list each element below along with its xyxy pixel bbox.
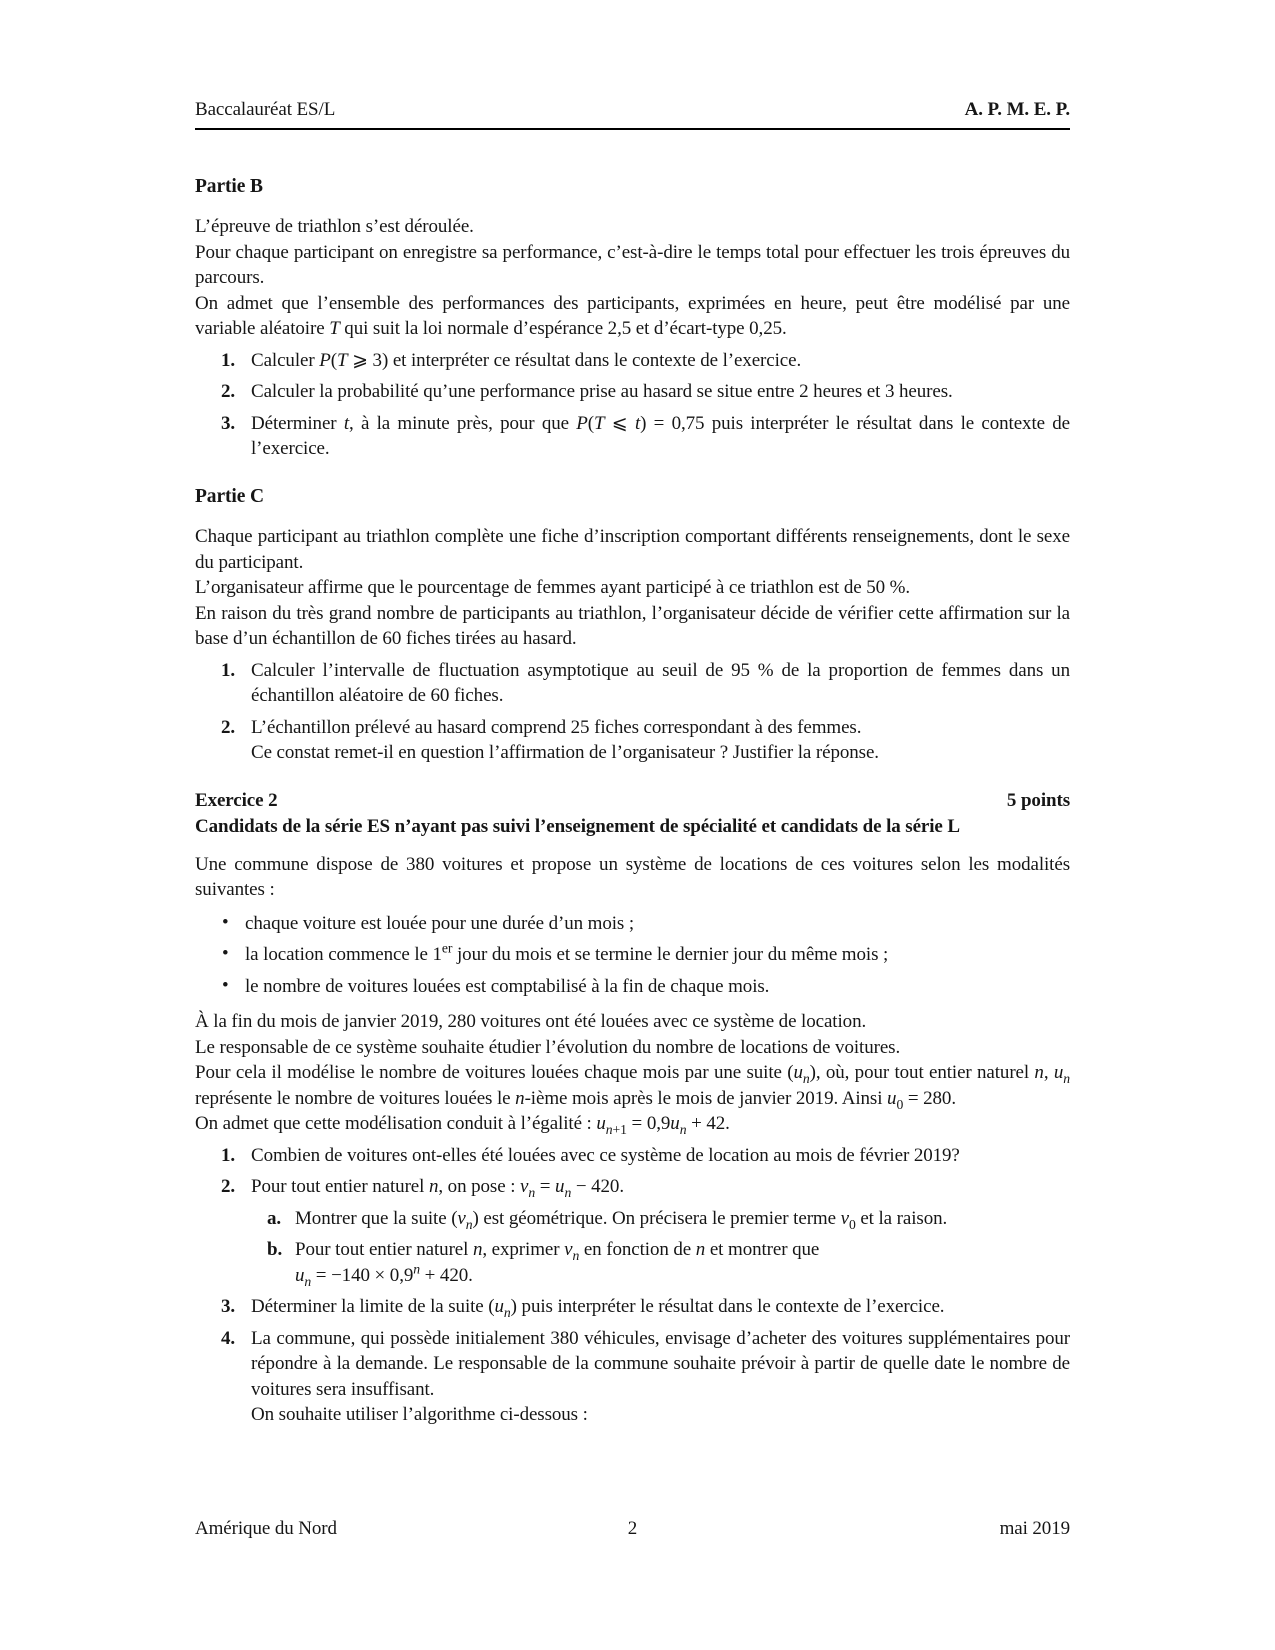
exercice-2-title: Exercice 2 bbox=[195, 789, 278, 811]
paragraph: On admet que cette modélisation conduit à l’égalité : $u_{n+1} = 0,9u_n + 42$. bbox=[195, 1113, 730, 1137]
item-text: La commune, qui possède initialement 380 véhicules, envisage d’acheter des voitures supplémentaires pour répondre à la demande. Le responsable de la commune souhaite prévoir à partir de quelle date le nombre de voitures sera insuffisant. On souhaite utiliser l’algorithme ci-dessous : bbox=[251, 1327, 1070, 1425]
page-header bbox=[195, 0, 1070, 130]
item-number: 1. bbox=[221, 1144, 236, 1166]
paragraph: À la fin du mois de janvier 2019, 280 voitures ont été louées avec ce système de location. bbox=[195, 1011, 867, 1032]
bullet-icon: • bbox=[222, 943, 229, 964]
item-text: Pour tout entier naturel n, exprimer $v_n$ en fonction de n et montrer que $u_n = -140 \times 0,9^n + 420$. bbox=[295, 1239, 820, 1289]
partie-b-heading: Partie B bbox=[195, 175, 263, 197]
partie-b-intro-line-3: On admet que l’ensemble des performances des participants, exprimées en heure, peut être modélisé par une variable aléatoire T qui suit la loi normale d’espérance 2,5 et d’écart-type 0,25. bbox=[195, 292, 1070, 339]
item-number: 3. bbox=[221, 1296, 236, 1317]
item-text: Calculer l’intervalle de fluctuation asymptotique au seuil de 95 % de la proportion de femmes dans un échantillon aléatoire de 60 fiches. bbox=[251, 659, 1070, 706]
exercice-2-intro: Une commune dispose de 380 voitures et propose un système de locations de ces voitures selon les modalités suivantes : bbox=[195, 853, 1070, 900]
partie-b-intro-line-2: Pour chaque participant on enregistre sa performance, c’est-à-dire le temps total pour effectuer les trois épreuves du parcours. bbox=[195, 241, 1070, 288]
bullet-item bbox=[195, 942, 1070, 968]
list-item bbox=[195, 1174, 1070, 1200]
item-text: Montrer que la suite $(v_n)$ est géométrique. On précisera le premier terme $v_0$ et la raison. bbox=[295, 1207, 948, 1232]
partie-c-intro-line-1: Chaque participant au triathlon complète une fiche d’inscription comportant différents renseignements, dont le sexe du participant. bbox=[195, 526, 1070, 573]
item-number: 1. bbox=[221, 349, 236, 371]
item-number: 2. bbox=[221, 381, 236, 402]
item-letter: a. bbox=[267, 1207, 282, 1229]
paragraph: Le responsable de ce système souhaite étudier l’évolution du nombre de locations de voitures. bbox=[195, 1036, 901, 1058]
item-number: 2. bbox=[221, 1176, 236, 1197]
page-footer bbox=[195, 1516, 1070, 1542]
list-item bbox=[195, 1326, 1070, 1428]
bullet-text: chaque voiture est louée pour une durée d’un mois ; bbox=[245, 912, 635, 934]
item-text: Calculer P(T ⩾ 3) et interpréter ce résultat dans le contexte de l’exercice. bbox=[251, 349, 802, 371]
partie-c-heading: Partie C bbox=[195, 485, 265, 507]
list-item bbox=[195, 1143, 1070, 1169]
list-item bbox=[195, 379, 1070, 405]
partie-c-intro-line-2: L’organisateur affirme que le pourcentage de femmes ayant participé à ce triathlon est de 50 %. bbox=[195, 577, 911, 598]
item-number: 1. bbox=[221, 659, 236, 681]
partie-c-intro-line-3: En raison du très grand nombre de participants au triathlon, l’organisateur décide de vérifier cette affirmation sur la base d’un échantillon de 60 fiches tirées au hasard. bbox=[195, 602, 1070, 649]
footer-page-number: 2 bbox=[627, 1518, 638, 1539]
document-content bbox=[195, 0, 1070, 1434]
bullet-text: la location commence le 1er jour du mois et se termine le dernier jour du même mois ; bbox=[245, 940, 889, 965]
bullet-icon: • bbox=[222, 911, 229, 933]
exercice-2-points: 5 points bbox=[1006, 789, 1070, 811]
partie-b-intro-line-1: L’épreuve de triathlon s’est déroulée. bbox=[195, 216, 474, 237]
paragraph: Pour cela il modélise le nombre de voitures louées chaque mois par une suite $(u_n)$, où, pour tout entier naturel n, $u_n$ représente le nombre de voitures louées le n-ième mois après le mois de janvier 2019. Ainsi $u_0 = 280$. bbox=[195, 1062, 1071, 1112]
bullet-item bbox=[195, 911, 1070, 937]
list-item bbox=[195, 348, 1070, 374]
item-text: Calculer la probabilité qu’une performance prise au hasard se situe entre 2 heures et 3 heures. bbox=[251, 381, 953, 402]
bullet-icon: • bbox=[222, 974, 229, 996]
item-text: Combien de voitures ont-elles été louées avec ce système de location au mois de février 2019? bbox=[251, 1144, 960, 1166]
item-number: 4. bbox=[221, 1327, 236, 1349]
item-text: Déterminer t, à la minute près, pour que P(T ⩽ t) = 0,75 puis interpréter le résultat dans le contexte de l’exercice. bbox=[251, 412, 1071, 459]
exercice-2-subtitle: Candidats de la série ES n’ayant pas suivi l’enseignement de spécialité et candidats de la série L bbox=[195, 816, 960, 837]
item-number: 3. bbox=[221, 412, 236, 434]
item-text: Pour tout entier naturel n, on pose : $v_n = u_n - 420$. bbox=[251, 1176, 624, 1200]
list-item bbox=[195, 411, 1070, 462]
item-text: L’échantillon prélevé au hasard comprend 25 fiches correspondant à des femmes. Ce constat remet-il en question l’affirmation de l’organisateur ? Justifier la réponse. bbox=[251, 716, 879, 763]
footer-date: mai 2019 bbox=[999, 1518, 1071, 1539]
bullet-item bbox=[195, 974, 1070, 1000]
item-text: Déterminer la limite de la suite $(u_n)$ puis interpréter le résultat dans le contexte de l’exercice. bbox=[251, 1296, 945, 1320]
list-item bbox=[195, 715, 1070, 766]
sub-list-item bbox=[195, 1237, 1070, 1288]
sub-list-item bbox=[195, 1206, 1070, 1232]
item-number: 2. bbox=[221, 716, 236, 738]
item-letter: b. bbox=[267, 1239, 283, 1260]
exercice-2-bullet-list bbox=[195, 911, 1070, 1000]
list-item bbox=[195, 658, 1070, 709]
partie-b-list bbox=[195, 348, 1070, 462]
exercice-2-paragraphs bbox=[195, 1009, 1070, 1137]
exercice-2-list bbox=[195, 1143, 1070, 1428]
exercice-2-heading-row bbox=[195, 788, 1070, 814]
header-exam-title: Baccalauréat ES/L bbox=[195, 99, 336, 120]
partie-c-list bbox=[195, 658, 1070, 766]
bullet-text: le nombre de voitures louées est comptabilisé à la fin de chaque mois. bbox=[245, 975, 770, 997]
footer-location: Amérique du Nord bbox=[195, 1518, 337, 1539]
header-apmep: A. P. M. E. P. bbox=[964, 99, 1070, 120]
list-item bbox=[195, 1294, 1070, 1320]
